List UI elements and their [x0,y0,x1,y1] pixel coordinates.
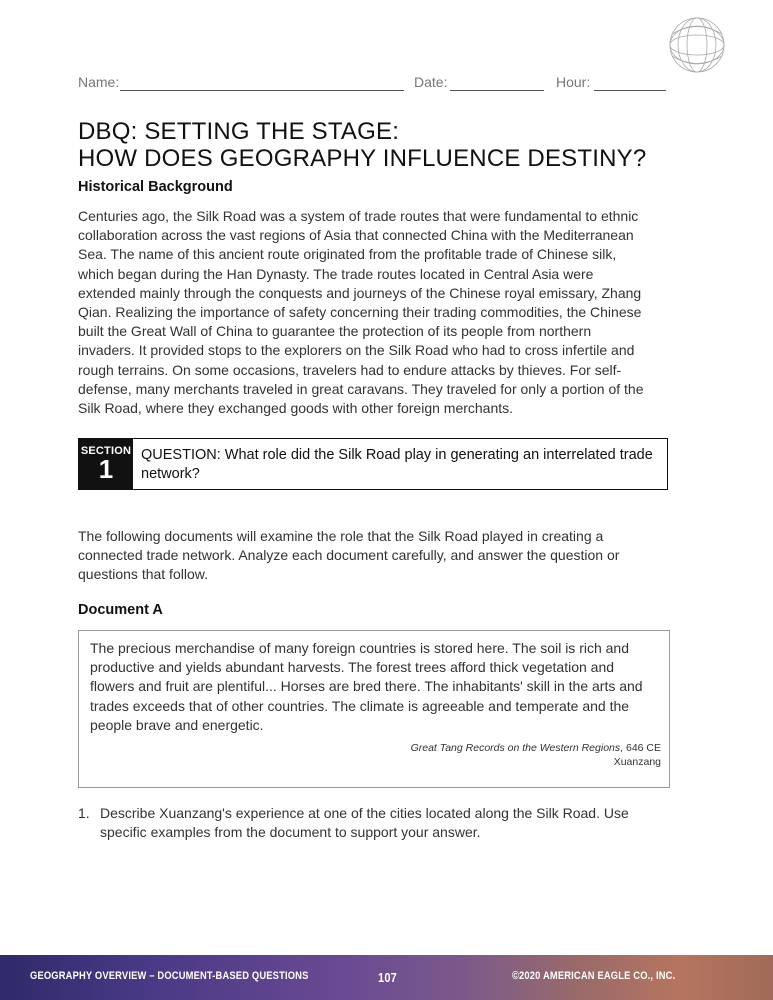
text-line: specific examples from the document to support your answer. [100,824,481,841]
section-question-box [78,438,668,490]
text-line: Sea. The name of this ancient route originated from the profitable trade of Chinese silk, [78,246,617,263]
name-label: Name: [78,74,120,90]
title-line: DBQ: SETTING THE STAGE: [78,118,400,145]
text-line: productive and yields abundant harvests. The forest trees afford thick vegetation and [90,659,615,676]
question-number: 1. [78,805,90,821]
section-number: 1 [98,454,114,484]
title-line: HOW DOES GEOGRAPHY INFLUENCE DESTINY? [78,145,647,172]
footer-copyright: ©2020 AMERICAN EAGLE CO., INC. [512,970,676,982]
source-date: , 646 CE [620,742,661,754]
page-title [78,118,646,172]
section-badge [79,439,133,490]
text-line: trades exceeds that of other countries. The climate is agreeable and temperate and the [90,697,630,714]
text-line: Qian. Realizing the importance of safety concerning their trading commodities, the Chinese [78,304,642,321]
source-title: Great Tang Records on the Western Regions [410,742,621,754]
section-label: SECTION [80,445,132,457]
date-field[interactable] [450,90,544,91]
document-a-heading: Document A [78,602,163,618]
text-line: The following documents will examine the role that the Silk Road played in creating a [78,528,604,544]
document-a-text [90,639,643,735]
text-line: defense, many merchants traveled in great caravans. They traveled for only a portion of the [78,380,644,397]
source-author: Xuanzang [613,756,661,768]
text-line: collaboration across the vast regions of Asia that connected China with the Mediterranean [78,227,634,244]
page-number: 107 [378,970,397,985]
name-field[interactable] [120,90,404,91]
text-line: The precious merchandise of many foreign countries is stored here. The soil is rich and [90,640,630,656]
footer-title: GEOGRAPHY OVERVIEW – DOCUMENT-BASED QUESTIONS [30,970,309,982]
text-line: connected trade network. Analyze each document carefully, and answer the question or [78,547,620,564]
text-line: flowers and fruit are plentiful... Horses are bred there. The inhabitants' skill in the arts and [90,678,643,695]
intro-paragraph [78,527,678,585]
background-heading: Historical Background [78,179,233,195]
text-line: rough terrains. On some occasions, travelers had to endure attacks by thieves. For self- [78,361,622,378]
page-footer [0,955,773,1000]
text-line: QUESTION: What role did the Silk Road play in generating an interrelated trade [141,447,653,463]
text-line: Silk Road, where they exchanged goods with other foreign merchants. [78,400,514,417]
text-line: network? [141,466,200,482]
text-line: Centuries ago, the Silk Road was a system of trade routes that were fundamental to ethnic [78,208,639,224]
text-line: questions that follow. [78,566,208,583]
hour-label: Hour: [556,74,591,90]
text-line: people brave and energetic. [90,716,264,733]
globe-logo-icon [666,14,728,76]
text-line: built the Great Wall of China to guarantee the protection of its people from northern [78,323,592,340]
text-line: which began during the Han Dynasty. The trade routes located in Central Asia were [78,265,594,282]
document-a-citation [411,741,661,769]
text-line: extended mainly through the conquests and journeys of the Chinese royal emissary, Zhang [78,284,642,301]
section-question [141,446,653,484]
document-a-box [78,630,670,788]
background-paragraph [78,207,678,418]
text-line: invaders. It provided stops to the explorers on the Silk Road who had to cross infertile and [78,342,635,359]
date-label: Date: [414,74,448,90]
text-line: Describe Xuanzang's experience at one of the cities located along the Silk Road. Use [100,805,629,821]
hour-field[interactable] [594,90,666,91]
